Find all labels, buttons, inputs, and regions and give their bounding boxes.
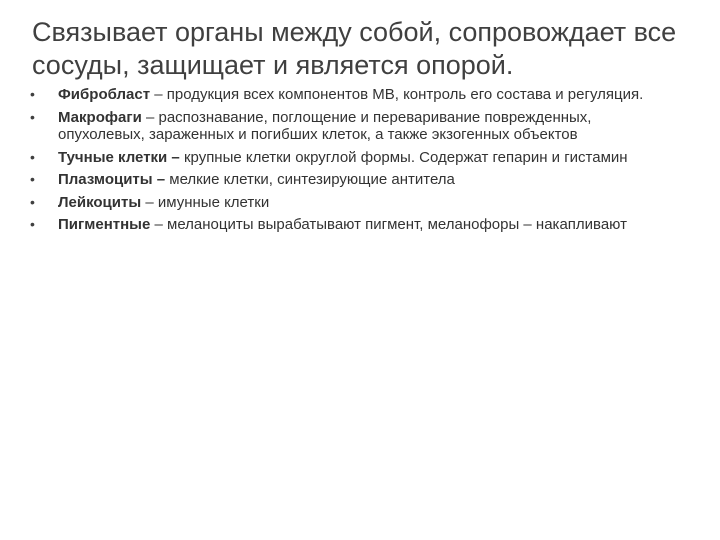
slide-title: Связывает органы между собой, сопровождает все сосуды, защищает и является опорой. xyxy=(32,17,677,80)
list-item xyxy=(30,86,670,104)
list-item xyxy=(30,149,670,167)
item-text: имунные клетки xyxy=(157,193,270,211)
item-separator: – xyxy=(150,216,167,233)
list-item xyxy=(30,216,670,234)
item-term: Тучные клетки xyxy=(58,148,168,166)
bullet-icon: • xyxy=(30,193,35,210)
item-term: Лейкоциты xyxy=(58,193,142,211)
list-item xyxy=(30,194,670,212)
item-separator: – xyxy=(141,193,158,211)
item-term: Макрофаги xyxy=(58,108,142,126)
item-term: Пигментные xyxy=(58,216,151,233)
item-separator: – xyxy=(141,108,159,126)
item-separator: – xyxy=(150,86,167,103)
item-text: распознавание, поглощение и переваривание поврежденных, опухолевых, зараженных и погибших клеток, а также экзогенных объектов xyxy=(58,108,592,143)
item-text: меланоциты вырабатывают пигмент, меланофоры – накапливают xyxy=(167,216,627,233)
bullet-icon: • xyxy=(30,216,35,232)
item-text: продукция всех компонентов МВ, контроль его состава и регуляция. xyxy=(166,86,644,103)
list-item xyxy=(30,109,670,144)
bullet-icon: • xyxy=(30,108,35,125)
item-text: мелкие клетки, синтезирующие антитела xyxy=(169,171,455,188)
bullet-icon: • xyxy=(30,148,35,165)
item-separator: – xyxy=(167,148,184,166)
list-item xyxy=(30,171,670,189)
bullet-icon: • xyxy=(30,171,35,187)
item-term: Плазмоциты xyxy=(58,171,153,188)
item-separator: – xyxy=(152,171,170,188)
bullet-list xyxy=(30,86,670,239)
item-text: крупные клетки округлой формы. Содержат гепарин и гистамин xyxy=(183,148,628,166)
item-term: Фибробласт xyxy=(58,86,151,103)
bullet-icon: • xyxy=(30,86,35,102)
